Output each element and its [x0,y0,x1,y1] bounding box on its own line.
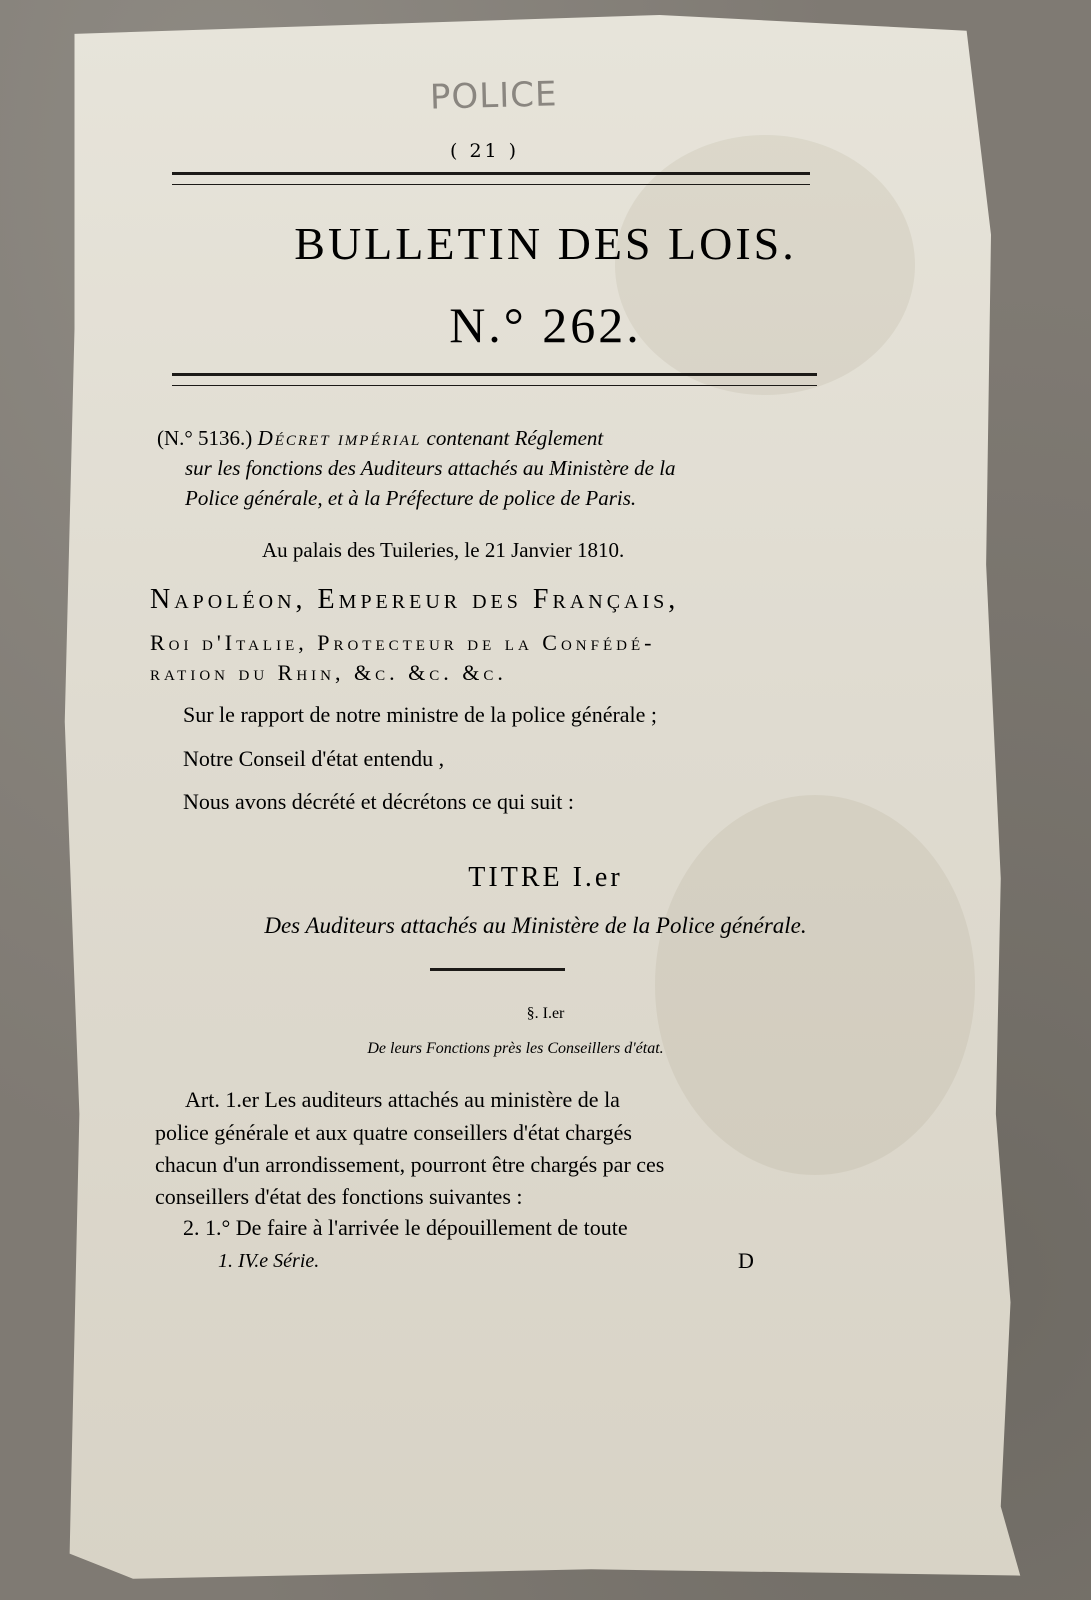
bulletin-title: BULLETIN DES LOIS. [294,218,797,269]
pencil-annotation: POLICE [429,74,558,118]
article-line-2: police générale et aux quatre conseillers d'état chargés [155,1120,632,1145]
decree-label: Décret impérial [257,426,422,450]
article-line-3: chacun d'un arrondissement, pourront être chargés par ces [155,1152,665,1177]
footer-signature-left: 1. IV.e Série. [218,1250,320,1272]
emperor-line3: ration du Rhin, &c. &c. &c. [150,660,507,685]
decree-line2: sur les fonctions des Auditeurs attachés au Ministère de la [185,456,676,480]
title-rule [172,373,817,386]
header-rule [172,172,810,185]
article-line-1: Art. 1.er Les auditeurs attachés au ministère de la [185,1087,620,1112]
decree-line1-rest: contenant Réglement [426,426,604,450]
preamble-line-1: Sur le rapport de notre ministre de la police générale ; [183,702,658,727]
decree-heading [157,423,847,453]
decree-ref: (N.° 5136.) [157,426,253,450]
bulletin-number: N.° 262. [449,297,642,353]
article-line-4: conseillers d'état des fonctions suivantes : [155,1184,523,1209]
section-subtitle: De leurs Fonctions près les Conseillers d'état. [367,1040,664,1057]
emperor-line1: Napoléon, Empereur des Français, [150,584,680,615]
date-line: Au palais des Tuileries, le 21 Janvier 1810. [262,538,625,562]
article-line-5: 2. 1.° De faire à l'arrivée le dépouillement de toute [183,1215,628,1240]
section-heading: §. I.er [526,1005,565,1022]
emperor-line2: Roi d'Italie, Protecteur de la Confédé- [150,630,656,655]
footer-signature-right: D [738,1248,754,1273]
preamble-line-3: Nous avons décrété et décrétons ce qui suit : [183,789,574,814]
titre-subtitle: Des Auditeurs attachés au Ministère de la Police générale. [264,913,807,938]
section-divider [430,968,565,971]
page-number: ( 21 ) [450,140,520,162]
titre-heading: TITRE I.er [468,862,623,893]
preamble-line-2: Notre Conseil d'état entendu , [183,746,445,771]
decree-line3: Police générale, et à la Préfecture de police de Paris. [185,486,637,510]
